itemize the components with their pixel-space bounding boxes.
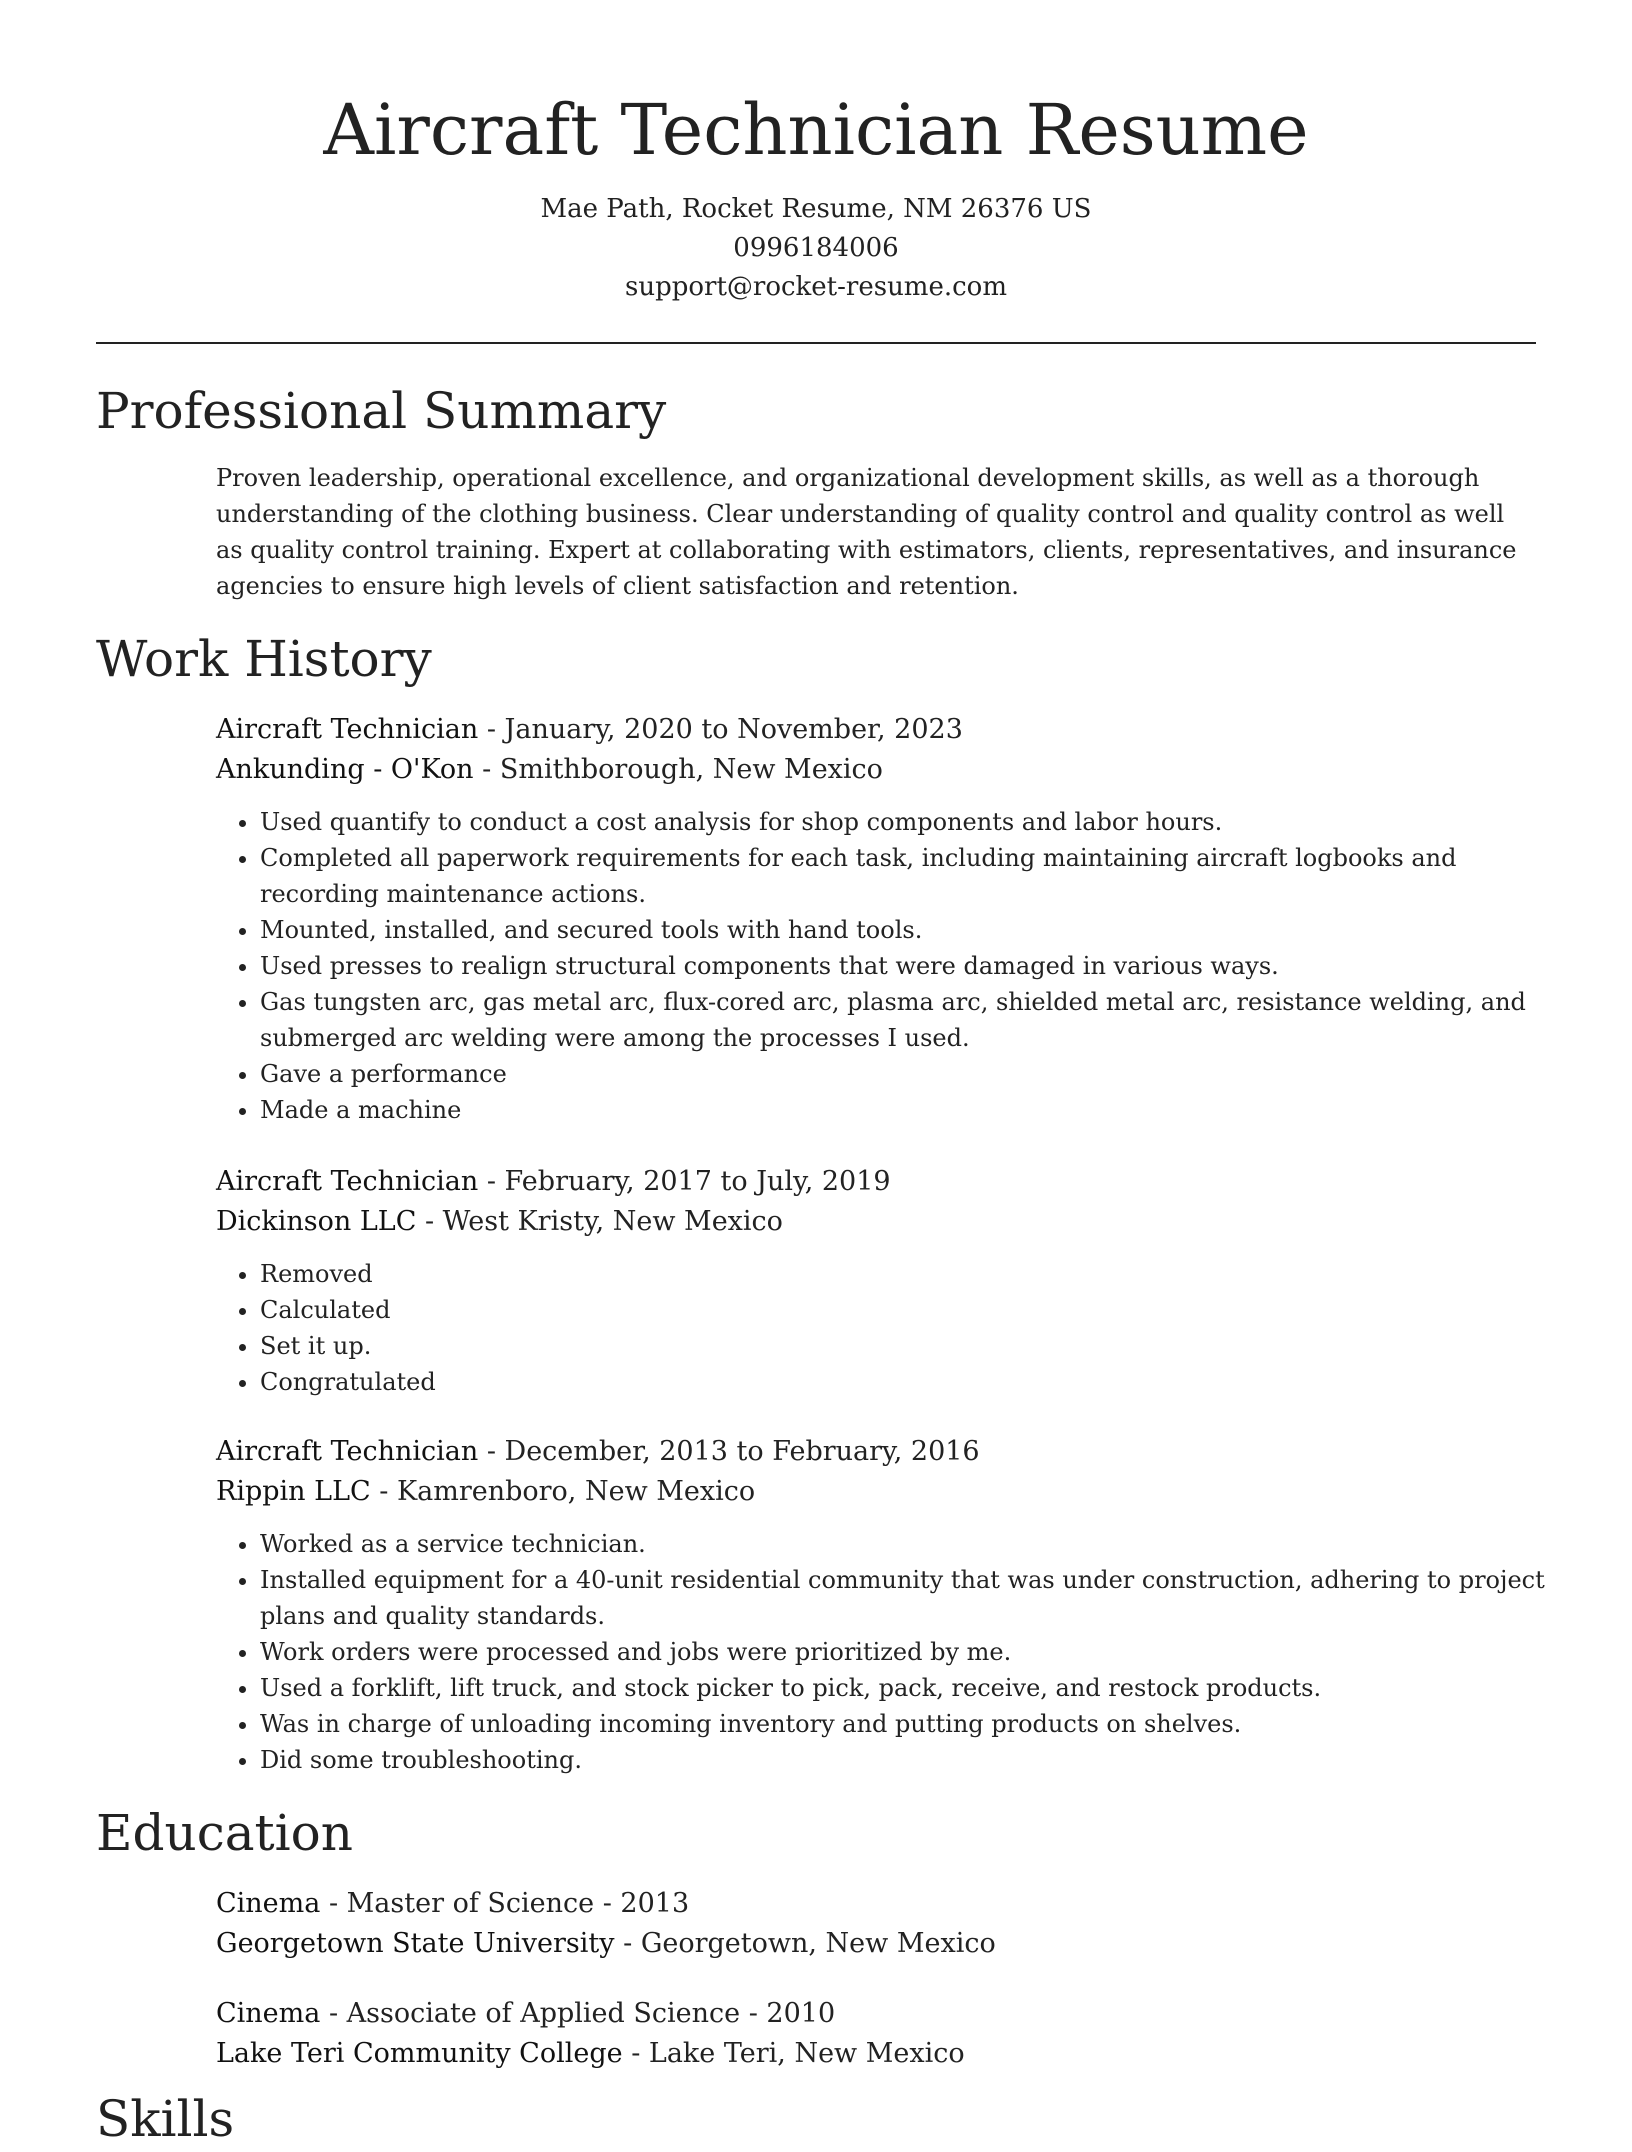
- job-location: - Smithborough, New Mexico: [473, 754, 883, 785]
- job-dates: - January, 2020 to November, 2023: [478, 714, 963, 745]
- education-school-line: [216, 1924, 1536, 1964]
- list-item: • Used quantify to conduct a cost analysis for shop components and labor hours.: [260, 804, 1580, 840]
- list-item: • Was in charge of unloading incoming inventory and putting products on shelves.: [260, 1706, 1580, 1742]
- list-item: • Made a machine: [260, 1092, 1580, 1128]
- header-divider: [96, 342, 1536, 344]
- list-item: • Used a forklift, lift truck, and stock picker to pick, pack, receive, and restock products.: [260, 1670, 1580, 1706]
- contact-email[interactable]: support@rocket-resume.com: [624, 272, 1007, 302]
- education-location: - Georgetown, New Mexico: [614, 1928, 996, 1959]
- education-degree-line: [216, 1994, 1536, 2034]
- skills-heading: Skills: [96, 2090, 235, 2148]
- education-school-line: [216, 2034, 1536, 2074]
- job-title: Aircraft Technician: [216, 714, 479, 745]
- job-bullets: [216, 804, 1580, 1128]
- list-item: • Removed: [260, 1256, 1580, 1292]
- job-title-line: [216, 710, 1536, 750]
- education-heading: Education: [96, 1804, 353, 1862]
- job-bullets: [216, 1256, 1580, 1400]
- list-item: • Gave a performance: [260, 1056, 1580, 1092]
- education-field: Cinema: [216, 1888, 321, 1919]
- job-title: Aircraft Technician: [216, 1166, 479, 1197]
- summary-heading: Professional Summary: [96, 382, 667, 440]
- job-title-line: [216, 1162, 1536, 1202]
- job-location: - West Kristy, New Mexico: [416, 1206, 783, 1237]
- list-item: • Calculated: [260, 1292, 1580, 1328]
- job-company: Rippin LLC: [216, 1476, 371, 1507]
- education-degree: - Associate of Applied Science - 2010: [320, 1998, 836, 2029]
- list-item: • Set it up.: [260, 1328, 1580, 1364]
- job-company-line: [216, 1202, 1536, 1242]
- job-dates: - February, 2017 to July, 2019: [478, 1166, 891, 1197]
- list-item: • Used presses to realign structural components that were damaged in various ways.: [260, 948, 1580, 984]
- list-item: • Work orders were processed and jobs were prioritized by me.: [260, 1634, 1580, 1670]
- contact-block: [0, 190, 1632, 307]
- education-field: Cinema: [216, 1998, 321, 2029]
- education-school: Georgetown State University: [216, 1928, 615, 1959]
- education-location: - Lake Teri, New Mexico: [622, 2038, 965, 2069]
- summary-text: Proven leadership, operational excellence, and organizational development skills, as well as a thorough understanding of the clothing business. Clear understanding of quality control and quality control as well as quality control training. Expert at collaborating with estimators, clients, representatives, and insurance agencies to ensure high levels of client satisfaction and retention.: [216, 464, 1517, 600]
- job-company-line: [216, 1472, 1536, 1512]
- job-title-line: [216, 1432, 1536, 1472]
- list-item: • Gas tungsten arc, gas metal arc, flux-cored arc, plasma arc, shielded metal arc, resistance welding, and submerged arc welding were among the processes I used.: [260, 984, 1580, 1056]
- job-title: Aircraft Technician: [216, 1436, 479, 1467]
- job-company: Dickinson LLC: [216, 1206, 417, 1237]
- job-company-line: [216, 750, 1536, 790]
- education-degree: - Master of Science - 2013: [320, 1888, 690, 1919]
- list-item: • Did some troubleshooting.: [260, 1742, 1580, 1778]
- list-item: • Mounted, installed, and secured tools with hand tools.: [260, 912, 1580, 948]
- job-company: Ankunding - O'Kon: [216, 754, 474, 785]
- education-school: Lake Teri Community College: [216, 2038, 623, 2069]
- job-dates: - December, 2013 to February, 2016: [478, 1436, 980, 1467]
- list-item: • Installed equipment for a 40-unit residential community that was under construction, adhering to project plans and quality standards.: [260, 1562, 1580, 1634]
- contact-address: Mae Path, Rocket Resume, NM 26376 US: [540, 194, 1092, 224]
- list-item: • Completed all paperwork requirements for each task, including maintaining aircraft logbooks and recording maintenance actions.: [260, 840, 1580, 912]
- list-item: • Worked as a service technician.: [260, 1526, 1580, 1562]
- contact-phone: 0996184006: [733, 233, 899, 263]
- education-degree-line: [216, 1884, 1536, 1924]
- job-bullets: [216, 1526, 1580, 1778]
- job-location: - Kamrenboro, New Mexico: [370, 1476, 756, 1507]
- resume-title: Aircraft Technician Resume: [323, 89, 1309, 171]
- list-item: • Congratulated: [260, 1364, 1580, 1400]
- work-history-heading: Work History: [96, 630, 432, 688]
